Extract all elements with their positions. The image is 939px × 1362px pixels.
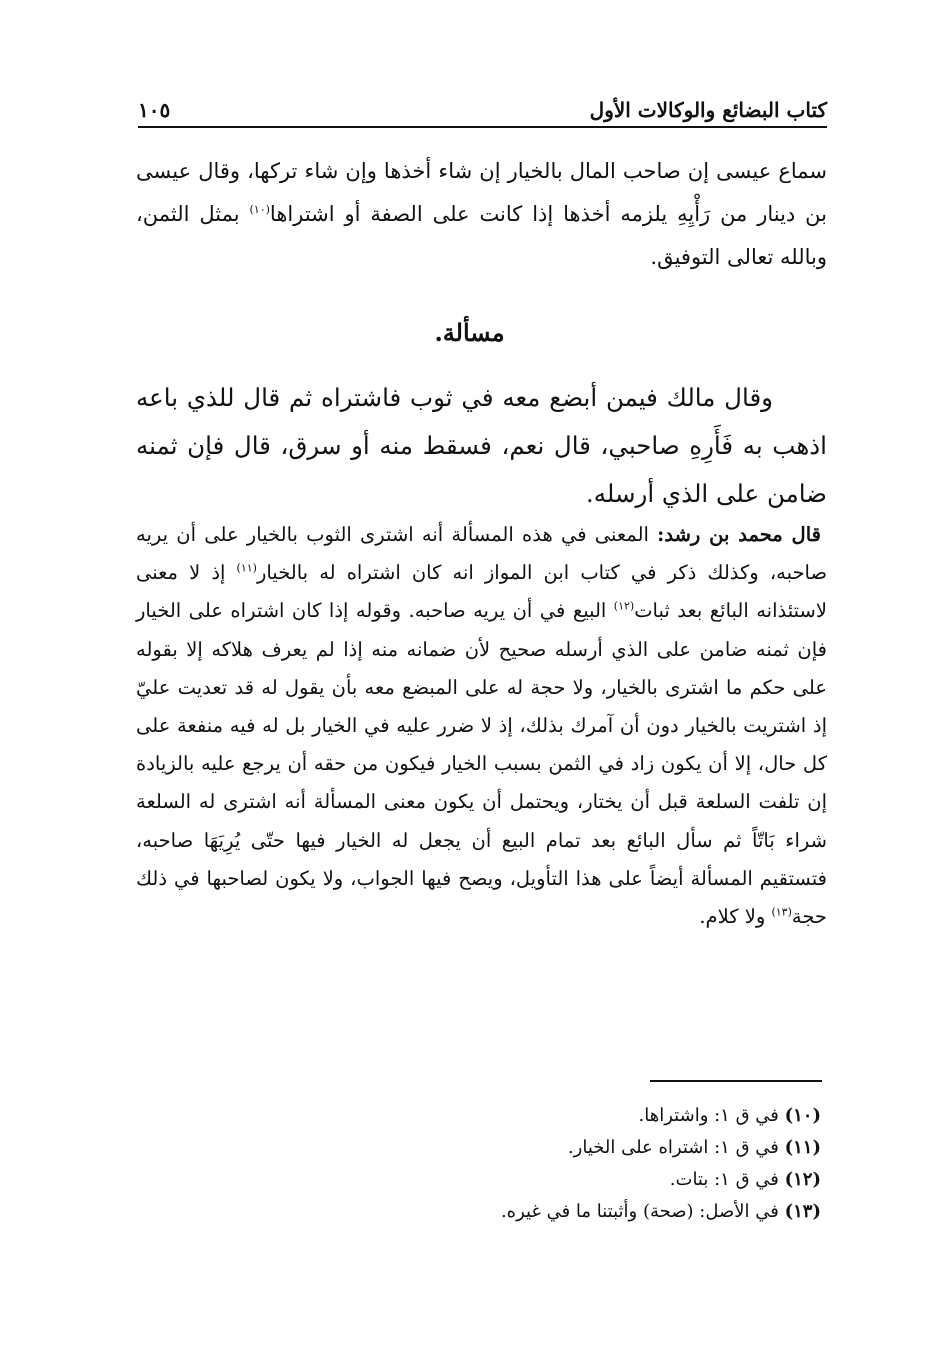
footnote xyxy=(261,1164,821,1196)
footnote-number: (١٢) xyxy=(784,1169,821,1190)
paragraph-text: وقال مالك فيمن أبضع معه في ثوب فاشتراه ثم قال للذي باعه اذهب به فَأَرِهِ صاحبي، قال نعم، فسقط منه أو سرق، قال فإن ثمنه ضامن على الذي أرسله. xyxy=(136,383,827,508)
footnote xyxy=(261,1100,821,1132)
paragraph-text: المعنى في هذه المسألة أنه اشترى الثوب بالخيار على أن يريه صاحبه، وكذلك ذكر في كتاب ابن المواز انه كان اشتراه له بالخيار xyxy=(136,523,828,585)
commentary-paragraph xyxy=(136,516,827,936)
speaker-label: قال محمد بن رشد: xyxy=(657,523,821,546)
running-title: كتاب البضائع والوكالات الأول xyxy=(589,98,827,122)
paragraph-text: ولا كلام. xyxy=(699,905,772,929)
paragraph-text: سماع عيسى إن صاحب المال بالخيار إن شاء أخذها وإن شاء تركها، وقال عيسى بن دينار من رَأْيِهِ يلزمه أخذها إذا كانت على الصفة أو اشتراها xyxy=(136,159,827,226)
footnote-number: (١١) xyxy=(784,1137,821,1158)
footnote-ref: (١٣) xyxy=(771,905,792,919)
paragraph-text: بمثل الثمن، وبالله تعالى التوفيق. xyxy=(136,202,827,269)
footnote-text: في الأصل: (صحة) وأثبتنا ما في غيره. xyxy=(500,1201,785,1222)
paragraph-text: إذ لا معنى لاستئذانه البائع بعد ثبات xyxy=(136,561,827,623)
footnote-ref: (١١) xyxy=(236,561,257,575)
footnote-divider xyxy=(650,1080,822,1082)
footnote-ref: (١٢) xyxy=(613,599,635,613)
footnote-text: في ق ١: اشتراه على الخيار. xyxy=(567,1137,785,1158)
footnote xyxy=(261,1196,821,1228)
footnote-number: (١٠) xyxy=(784,1105,821,1126)
footnote-text: في ق ١: بتات. xyxy=(669,1169,785,1190)
footnote xyxy=(261,1132,821,1164)
running-header xyxy=(138,88,827,128)
page-number: ١٠٥ xyxy=(138,98,171,122)
section-heading: مسألة. xyxy=(434,318,505,347)
footnotes xyxy=(261,1100,821,1228)
paragraph-continuation xyxy=(136,150,827,279)
footnote-ref: (١٠) xyxy=(249,203,270,216)
footnote-number: (١٣) xyxy=(784,1201,821,1222)
paragraph-text: البيع في أن يريه صاحبه. وقوله إذا كان اشتراه على الخيار فإن ثمنه ضامن على الذي أرسله صحيح لأن ضمانه منه إذا لم يعرف هلاكه إلا بقوله على حكم ما اشترى بالخيار، ولا حجة له على المبضع معه بأن يقول له قد تعديت عليّ إذ اشتريت بالخيار دون أن آمرك بذلك، إذ لا ضرر عليه في الخيار بل له فيه منفعة على كل حال، إلا أن يكون زاد في الثمن بسبب الخيار فيكون من حقه أن يرجع عليه بالزيادة إن تلفت السلعة قبل أن يختار، ويحتمل أن يكون معنى المسألة أنه اشترى له السلعة شراء بَاتّاً ثم سأل البائع بعد تمام البيع أن يجعل له الخيار فيها حتّى يُرِيَهَا صاحبه، فتستقيم المسألة أيضاً على هذا التأويل، ويصح فيها الجواب، ولا يكون لصاحبها في ذلك حجة xyxy=(136,599,827,929)
footnote-text: في ق ١: واشتراها. xyxy=(638,1105,785,1126)
